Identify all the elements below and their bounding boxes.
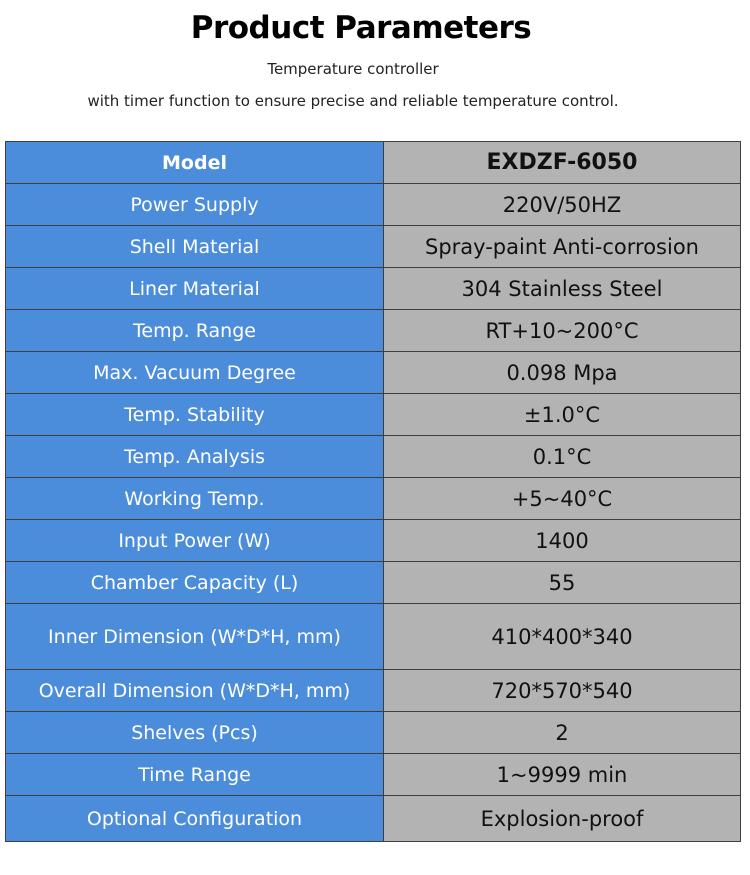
subtitle-line-2: with timer function to ensure precise and reliable temperature control. (87, 92, 619, 110)
param-label: Temp. Stability (6, 394, 384, 436)
param-label: Shell Material (6, 226, 384, 268)
table-row (6, 352, 741, 394)
page-title: Product Parameters (190, 10, 532, 46)
param-label: Liner Material (6, 268, 384, 310)
table-row (6, 562, 741, 604)
subtitle-line-1: Temperature controller (267, 60, 439, 78)
param-label: Temp. Range (6, 310, 384, 352)
table-row (6, 520, 741, 562)
param-value: 55 (384, 562, 741, 604)
table-row (6, 604, 741, 670)
model-label: Model (6, 142, 384, 184)
param-label: Overall Dimension (W*D*H, mm) (6, 670, 384, 712)
param-label: Input Power (W) (6, 520, 384, 562)
param-label: Inner Dimension (W*D*H, mm) (6, 604, 384, 670)
param-label: Optional Configuration (6, 796, 384, 842)
table-header-row (6, 142, 741, 184)
table-row (6, 670, 741, 712)
table-row (6, 796, 741, 842)
table-row (6, 310, 741, 352)
param-label: Working Temp. (6, 478, 384, 520)
table-row (6, 394, 741, 436)
table-row (6, 754, 741, 796)
param-value: 0.098 Mpa (384, 352, 741, 394)
table-row (6, 226, 741, 268)
param-label: Temp. Analysis (6, 436, 384, 478)
model-value: EXDZF-6050 (384, 142, 741, 184)
param-value: 720*570*540 (384, 670, 741, 712)
param-value: 2 (384, 712, 741, 754)
param-label: Max. Vacuum Degree (6, 352, 384, 394)
param-value: RT+10~200°C (384, 310, 741, 352)
param-value: +5~40°C (384, 478, 741, 520)
param-value: 220V/50HZ (384, 184, 741, 226)
param-value: Explosion-proof (384, 796, 741, 842)
param-value: 1400 (384, 520, 741, 562)
parameters-table (5, 141, 741, 842)
param-value: 1~9999 min (384, 754, 741, 796)
param-label: Chamber Capacity (L) (6, 562, 384, 604)
param-value: 410*400*340 (384, 604, 741, 670)
table-row (6, 712, 741, 754)
param-value: ±1.0°C (384, 394, 741, 436)
param-value: 304 Stainless Steel (384, 268, 741, 310)
param-value: 0.1°C (384, 436, 741, 478)
param-value: Spray-paint Anti-corrosion (384, 226, 741, 268)
param-label: Time Range (6, 754, 384, 796)
param-label: Power Supply (6, 184, 384, 226)
table-row (6, 184, 741, 226)
table-row (6, 268, 741, 310)
param-label: Shelves (Pcs) (6, 712, 384, 754)
table-row (6, 436, 741, 478)
table-row (6, 478, 741, 520)
